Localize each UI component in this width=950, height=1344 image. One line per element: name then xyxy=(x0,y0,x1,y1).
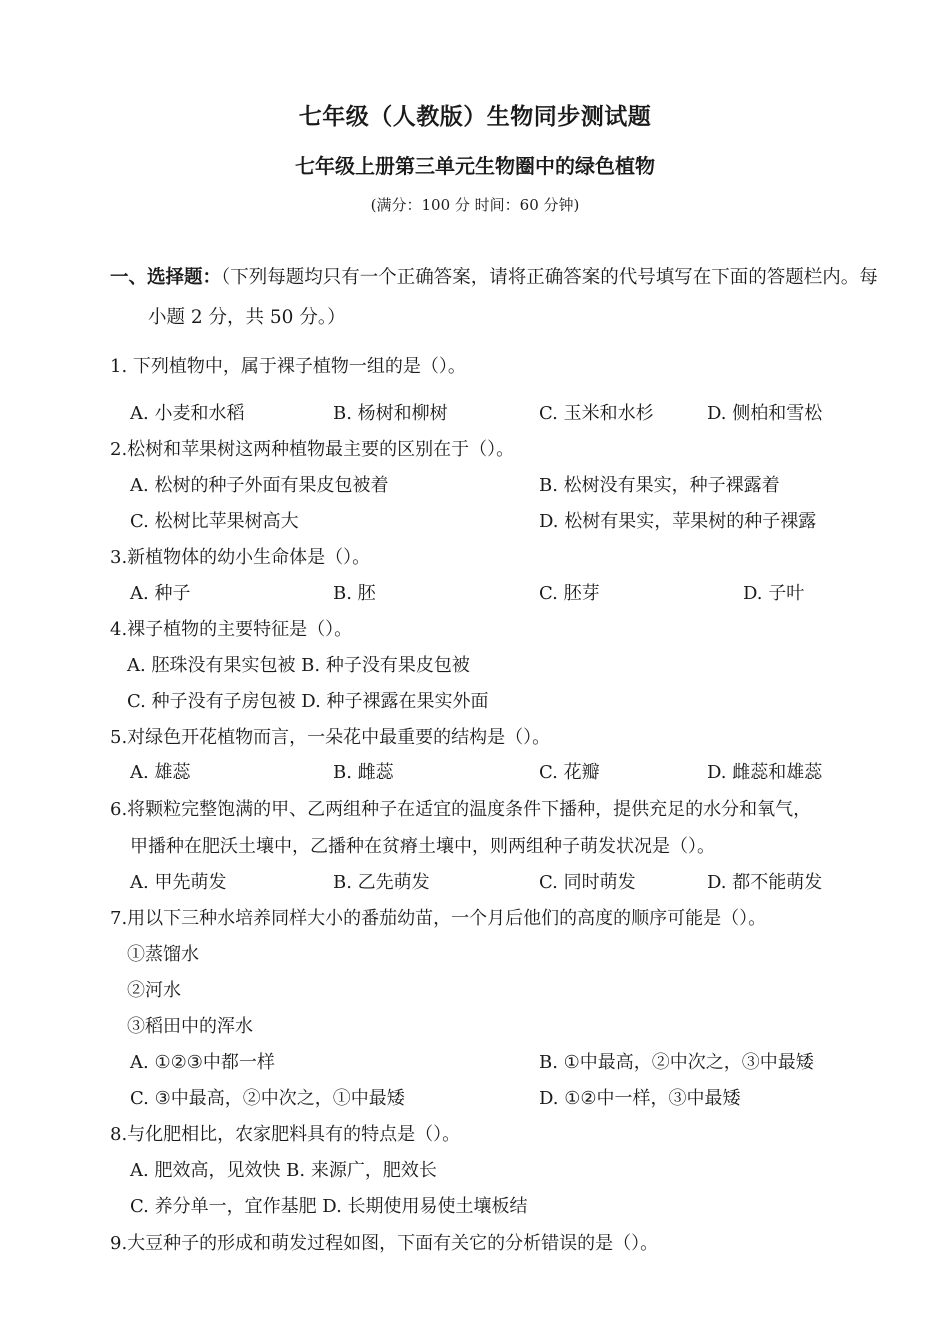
question-6-line-2: 甲播种在肥沃土壤中，乙播种在贫瘠土壤中，则两组种子萌发状况是（）。 xyxy=(130,836,715,857)
q7-item-1: ①蒸馏水 xyxy=(127,944,199,965)
section-instructions: （下列每题均只有一个正确答案，请将正确答案的代号填写在下面的答题栏内。每小题 2 分，共 50 分。） xyxy=(148,267,878,328)
q5-option-b: B. 雌蕊 xyxy=(333,762,394,783)
q7-option-d: D. ①②中一样，③中最矮 xyxy=(539,1088,741,1109)
q3-option-b: B. 胚 xyxy=(333,583,376,604)
q7-option-a: A. ①②③中都一样 xyxy=(130,1052,275,1073)
q1-option-b: B. 杨树和柳树 xyxy=(333,403,448,424)
question-7: 7.用以下三种水培养同样大小的番茄幼苗，一个月后他们的高度的顺序可能是（）。 xyxy=(110,908,767,929)
q1-option-d: D. 侧柏和雪松 xyxy=(707,403,823,424)
q3-option-d: D. 子叶 xyxy=(743,583,805,604)
question-2: 2.松树和苹果树这两种植物最主要的区别在于（）。 xyxy=(110,439,515,460)
q5-option-c: C. 花瓣 xyxy=(539,762,600,783)
q7-option-b: B. ①中最高，②中次之，③中最矮 xyxy=(539,1052,814,1073)
q3-option-a: A. 种子 xyxy=(130,583,191,604)
q1-option-c: C. 玉米和水杉 xyxy=(539,403,654,424)
q6-option-b: B. 乙先萌发 xyxy=(333,872,430,893)
section-intro xyxy=(110,258,888,338)
q2-option-c: C. 松树比苹果树高大 xyxy=(130,511,299,532)
q4-options-cd: C. 种子没有子房包被 D. 种子裸露在果实外面 xyxy=(127,691,489,712)
q2-option-d: D. 松树有果实，苹果树的种子裸露 xyxy=(539,511,817,532)
q8-options-ab: A. 肥效高，见效快 B. 来源广，肥效长 xyxy=(130,1160,437,1181)
q6-option-a: A. 甲先萌发 xyxy=(130,872,227,893)
exam-meta: (满分：100 分 时间：60 分钟) xyxy=(370,196,580,214)
page-title: 七年级（人教版）生物同步测试题 xyxy=(298,104,652,130)
question-3: 3.新植物体的幼小生命体是（）。 xyxy=(110,547,371,568)
page-subtitle: 七年级上册第三单元生物圈中的绿色植物 xyxy=(295,154,655,178)
q2-option-a: A. 松树的种子外面有果皮包被着 xyxy=(130,475,389,496)
q5-option-d: D. 雌蕊和雄蕊 xyxy=(707,762,823,783)
question-1: 1. 下列植物中，属于裸子植物一组的是（）。 xyxy=(110,356,466,377)
q5-option-a: A. 雄蕊 xyxy=(130,762,191,783)
q1-option-a: A. 小麦和水稻 xyxy=(130,403,245,424)
q2-option-b: B. 松树没有果实，种子裸露着 xyxy=(539,475,780,496)
section-heading: 一、选择题： xyxy=(110,267,222,288)
question-6-line-1: 6.将颗粒完整饱满的甲、乙两组种子在适宜的温度条件下播种，提供充足的水分和氧气， xyxy=(110,799,812,820)
q6-option-c: C. 同时萌发 xyxy=(539,872,636,893)
q6-option-d: D. 都不能萌发 xyxy=(707,872,823,893)
question-8: 8.与化肥相比，农家肥料具有的特点是（）。 xyxy=(110,1124,461,1145)
q7-item-2: ②河水 xyxy=(127,980,181,1001)
question-4: 4.裸子植物的主要特征是（）。 xyxy=(110,619,353,640)
question-9: 9.大豆种子的形成和萌发过程如图，下面有关它的分析错误的是（）。 xyxy=(110,1233,659,1254)
q4-options-ab: A. 胚珠没有果实包被 B. 种子没有果皮包被 xyxy=(127,655,470,676)
q3-option-c: C. 胚芽 xyxy=(539,583,600,604)
q7-option-c: C. ③中最高，②中次之，①中最矮 xyxy=(130,1088,405,1109)
q7-item-3: ③稻田中的浑水 xyxy=(127,1016,253,1037)
q8-options-cd: C. 养分单一，宜作基肥 D. 长期使用易使土壤板结 xyxy=(130,1196,528,1217)
question-5: 5.对绿色开花植物而言，一朵花中最重要的结构是（）。 xyxy=(110,727,551,748)
